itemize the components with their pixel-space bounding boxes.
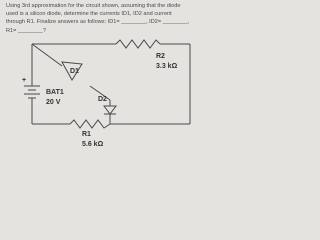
battery-name-label: BAT1 [46,89,64,96]
battery-value-label: 20 V [46,99,61,106]
r1-name-label: R1 [82,131,91,138]
circuit-diagram [0,0,200,146]
battery-symbol [24,86,40,124]
r2-resistor [116,40,160,48]
question-line-2: used is a silicon diode, determine the currents ID1, ID2 and current [6,11,172,18]
d1-label: D1 [70,68,79,75]
question-line-4: R1= ________? [6,27,46,34]
r2-name-label: R2 [156,53,165,60]
r2-value-label: 3.3 kΩ [156,63,178,70]
r1-value-label: 5.6 kΩ [82,141,104,146]
d2-diode [104,100,116,124]
question-line-3: through R1. Finalize answers as follows: ID1= ________, ID2= ________, [6,19,190,26]
r1-resistor [70,120,110,128]
battery-polarity: + [22,77,27,84]
d2-label: D2 [98,96,107,103]
question-line-1: Using 3rd approximation for the circuit shown, assuming that the diode [6,3,181,9]
